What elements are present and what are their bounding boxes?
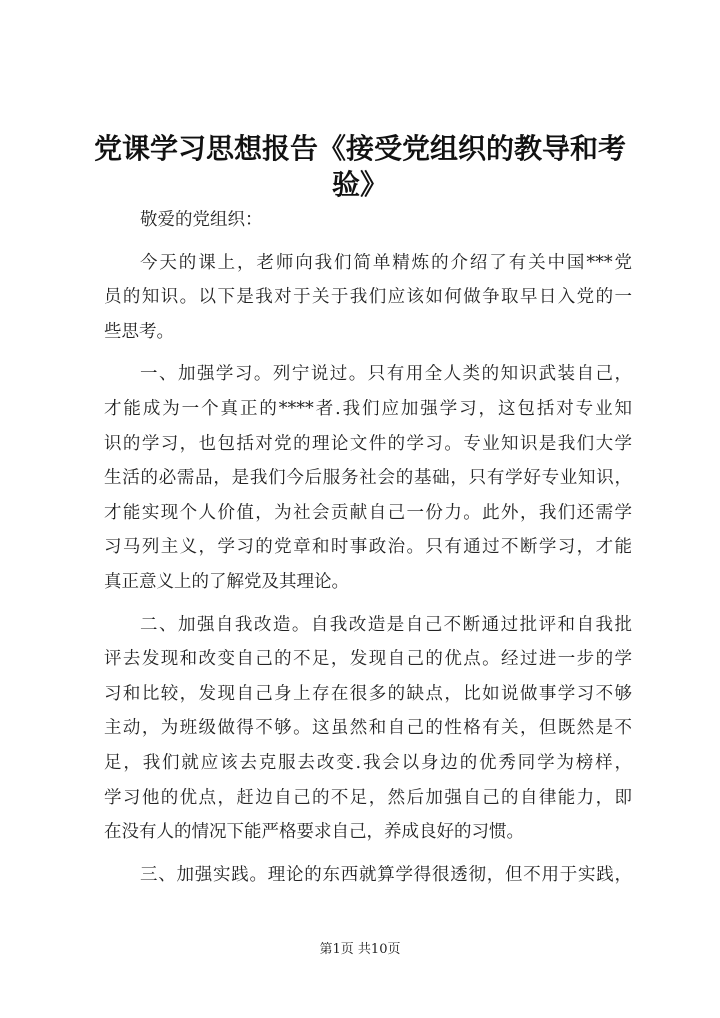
text-line: 习和比较，发现自己身上存在很多的缺点，比如说做事学习不够 bbox=[104, 683, 632, 704]
text-line: 一、加强学习。列宁说过。只有用全人类的知识武装自己， bbox=[140, 364, 632, 385]
text-line: 学习他的优点，赶边自己的不足，然后加强自己的自律能力，即 bbox=[104, 787, 632, 808]
text-line: 足，我们就应该去克服去改变.我会以身边的优秀同学为榜样， bbox=[104, 752, 632, 773]
paragraph bbox=[104, 858, 632, 893]
text-line: 生活的必需品，是我们今后服务社会的基础，只有学好专业知识， bbox=[104, 468, 632, 489]
document-body bbox=[104, 203, 632, 900]
text-line: 评去发现和改变自己的不足，发现自己的优点。经过进一步的学 bbox=[104, 649, 632, 670]
text-line: 识的学习，也包括对党的理论文件的学习。专业知识是我们大学 bbox=[104, 433, 632, 454]
text-line: 二、加强自我改造。自我改造是自己不断通过批评和自我批 bbox=[140, 614, 632, 635]
text-line: 在没有人的情况下能严格要求自己，养成良好的习惯。 bbox=[104, 822, 524, 843]
document-title-line-2: 验》 bbox=[331, 168, 388, 201]
text-line: 三、加强实践。理论的东西就算学得很透彻，但不用于实践， bbox=[140, 864, 632, 885]
text-line: 主动，为班级做得不够。这虽然和自己的性格有关，但既然是不 bbox=[104, 718, 632, 739]
text-line: 些思考。 bbox=[104, 321, 174, 342]
page-footer: 第1页 共10页 bbox=[319, 942, 401, 957]
text-line: 真正意义上的了解党及其理论。 bbox=[104, 571, 349, 592]
text-line: 才能实现个人价值，为社会贡献自己一份力。此外，我们还需学 bbox=[104, 502, 632, 523]
paragraph bbox=[104, 203, 632, 238]
paragraph bbox=[104, 608, 632, 850]
document-title-line-1: 党课学习思想报告《接受党组织的教导和考 bbox=[93, 132, 626, 165]
text-line: 才能成为一个真正的****者.我们应加强学习，这包括对专业知 bbox=[104, 398, 632, 419]
text-line: 员的知识。以下是我对于关于我们应该如何做争取早日入党的一 bbox=[104, 287, 632, 308]
paragraph bbox=[104, 246, 632, 350]
paragraph bbox=[104, 357, 632, 599]
text-line: 习马列主义，学习的党章和时事政治。只有通过不断学习，才能 bbox=[104, 537, 632, 558]
text-line: 敬爱的党组织： bbox=[140, 210, 263, 230]
text-line: 今天的课上，老师向我们简单精炼的介绍了有关中国***党 bbox=[140, 252, 632, 273]
